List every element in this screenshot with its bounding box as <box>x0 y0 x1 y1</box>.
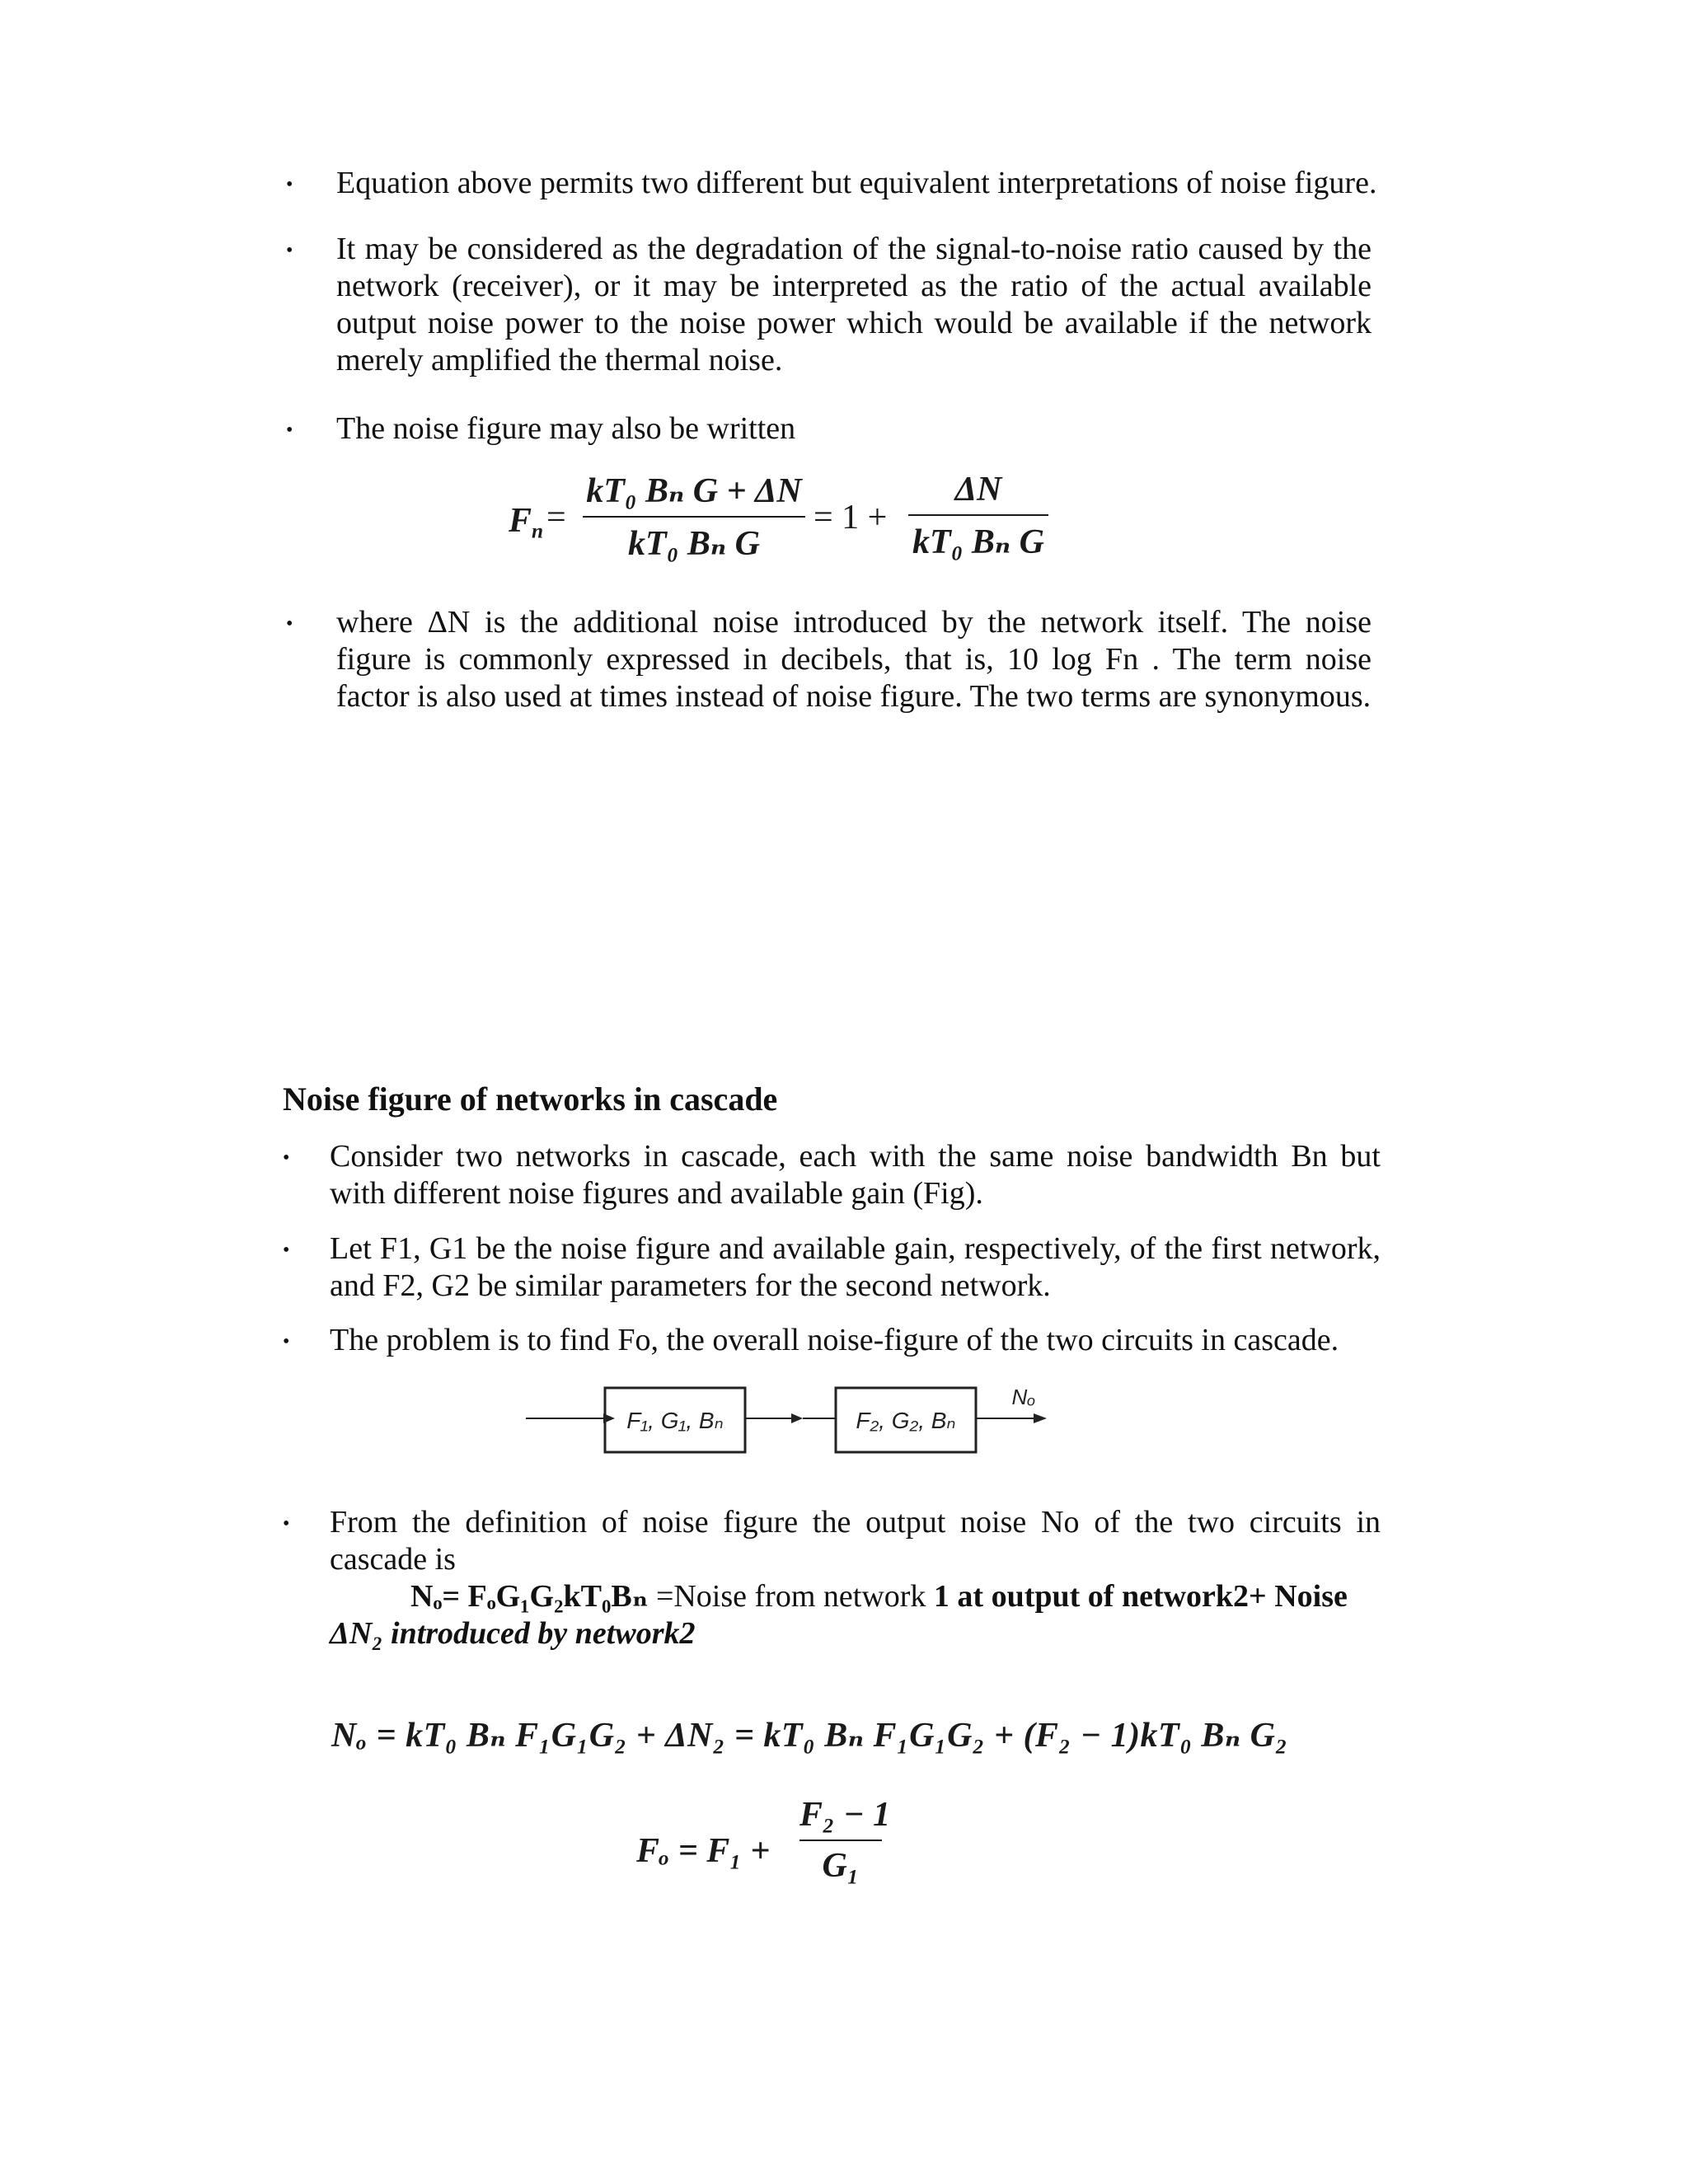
fraction-numerator: kT₀ Bₙ G + ΔN <box>586 472 802 510</box>
fraction-denominator: kT₀ Bₙ G <box>628 525 760 563</box>
bullet-marker: • <box>286 240 293 261</box>
equation-mid: = 1 + <box>814 499 888 537</box>
input-arrow <box>526 1413 615 1423</box>
bullet-marker: • <box>286 613 293 635</box>
equation-output-noise: Nₒ = kT₀ Bₙ F₁G₁G₂ + ΔN₂ = kT₀ Bₙ F₁G₁G₂ + (F₂ − 1)kT₀ Bₙ G₂ <box>331 1717 1288 1755</box>
equation-noise-figure <box>507 470 1051 569</box>
paragraph-noise-figure-written: The noise figure may also be written <box>336 411 796 446</box>
paragraph-delta-n: where ΔN is the additional noise introduced by the network itself. The noise figure is commonly expressed in decibels, that is, 10 log Fn . The term noise factor is also used at times instead of noise figure. The two terms are synonymous. <box>336 605 1372 714</box>
noise-equation-bold: Nₒ= FₒG₁G₂kT₀Bₙ <box>410 1579 649 1614</box>
bullet-marker: • <box>286 174 293 195</box>
noise-equation-text <box>330 1578 1381 1615</box>
equation-lhs: $F_n$ <box>509 502 544 543</box>
noise-equation-delta: ΔN₂ introduced by network2 <box>330 1616 696 1651</box>
equation-overall-lhs: Fₒ = F₁ + <box>636 1832 771 1870</box>
noise-equation-bold-tail: 1 at output of network2+ Noise <box>933 1579 1348 1614</box>
paragraph-degradation: It may be considered as the degradation of the signal-to-noise ratio caused by the network (receiver), or it may be interpreted as the ratio of the actual available output noise power to the noise power which would be available if the network merely amplified the thermal noise. <box>336 232 1372 377</box>
paragraph-output-noise: From the definition of noise figure the output noise No of the two circuits in cascade is <box>330 1505 1381 1577</box>
bullet-marker: • <box>283 1513 290 1535</box>
paragraph-f1-g1: Let F1, G1 be the noise figure and available gain, respectively, of the first network, and F2, G2 be similar parameters for the second network. <box>330 1231 1381 1303</box>
equation-fraction-2 <box>908 470 1048 562</box>
output-noise-label: Nₒ <box>1011 1385 1036 1409</box>
block-1-label: F₁, G₁, Bₙ <box>626 1408 724 1433</box>
paragraph-interpretations: Equation above permits two different but equivalent interpretations of noise figure. <box>336 166 1377 200</box>
equation-overall-noise-figure <box>636 1788 917 1896</box>
equation-fraction-1 <box>583 470 805 564</box>
bullet-marker: • <box>283 1331 290 1352</box>
fraction-numerator: F₂ − 1 <box>799 1796 891 1834</box>
equation-equals: = <box>546 499 566 537</box>
equation-overall-fraction <box>799 1795 891 1886</box>
fraction-denominator: kT₀ Bₙ G <box>912 523 1044 561</box>
block-2-label: F₂, G₂, Bₙ <box>856 1408 956 1433</box>
paragraph-find-fo: The problem is to find Fo, the overall noise-figure of the two circuits in cascade. <box>330 1323 1339 1357</box>
section-heading: Noise figure of networks in cascade <box>283 1080 778 1118</box>
noise-equation-line2 <box>330 1615 695 1652</box>
bullet-marker: • <box>286 419 293 441</box>
paragraph-cascade-networks: Consider two networks in cascade, each with the same noise bandwidth Bn but with different noise figures and available gain (Fig). <box>330 1139 1381 1211</box>
link-arrow <box>745 1413 803 1423</box>
cascade-block-diagram <box>519 1376 1063 1459</box>
noise-equation-plain: =Noise from network <box>648 1579 934 1614</box>
fraction-numerator: ΔN <box>954 471 1002 509</box>
output-arrow <box>976 1413 1047 1423</box>
fraction-denominator: G₁ <box>822 1847 860 1885</box>
bullet-marker: • <box>283 1147 290 1169</box>
bullet-marker: • <box>283 1240 290 1261</box>
